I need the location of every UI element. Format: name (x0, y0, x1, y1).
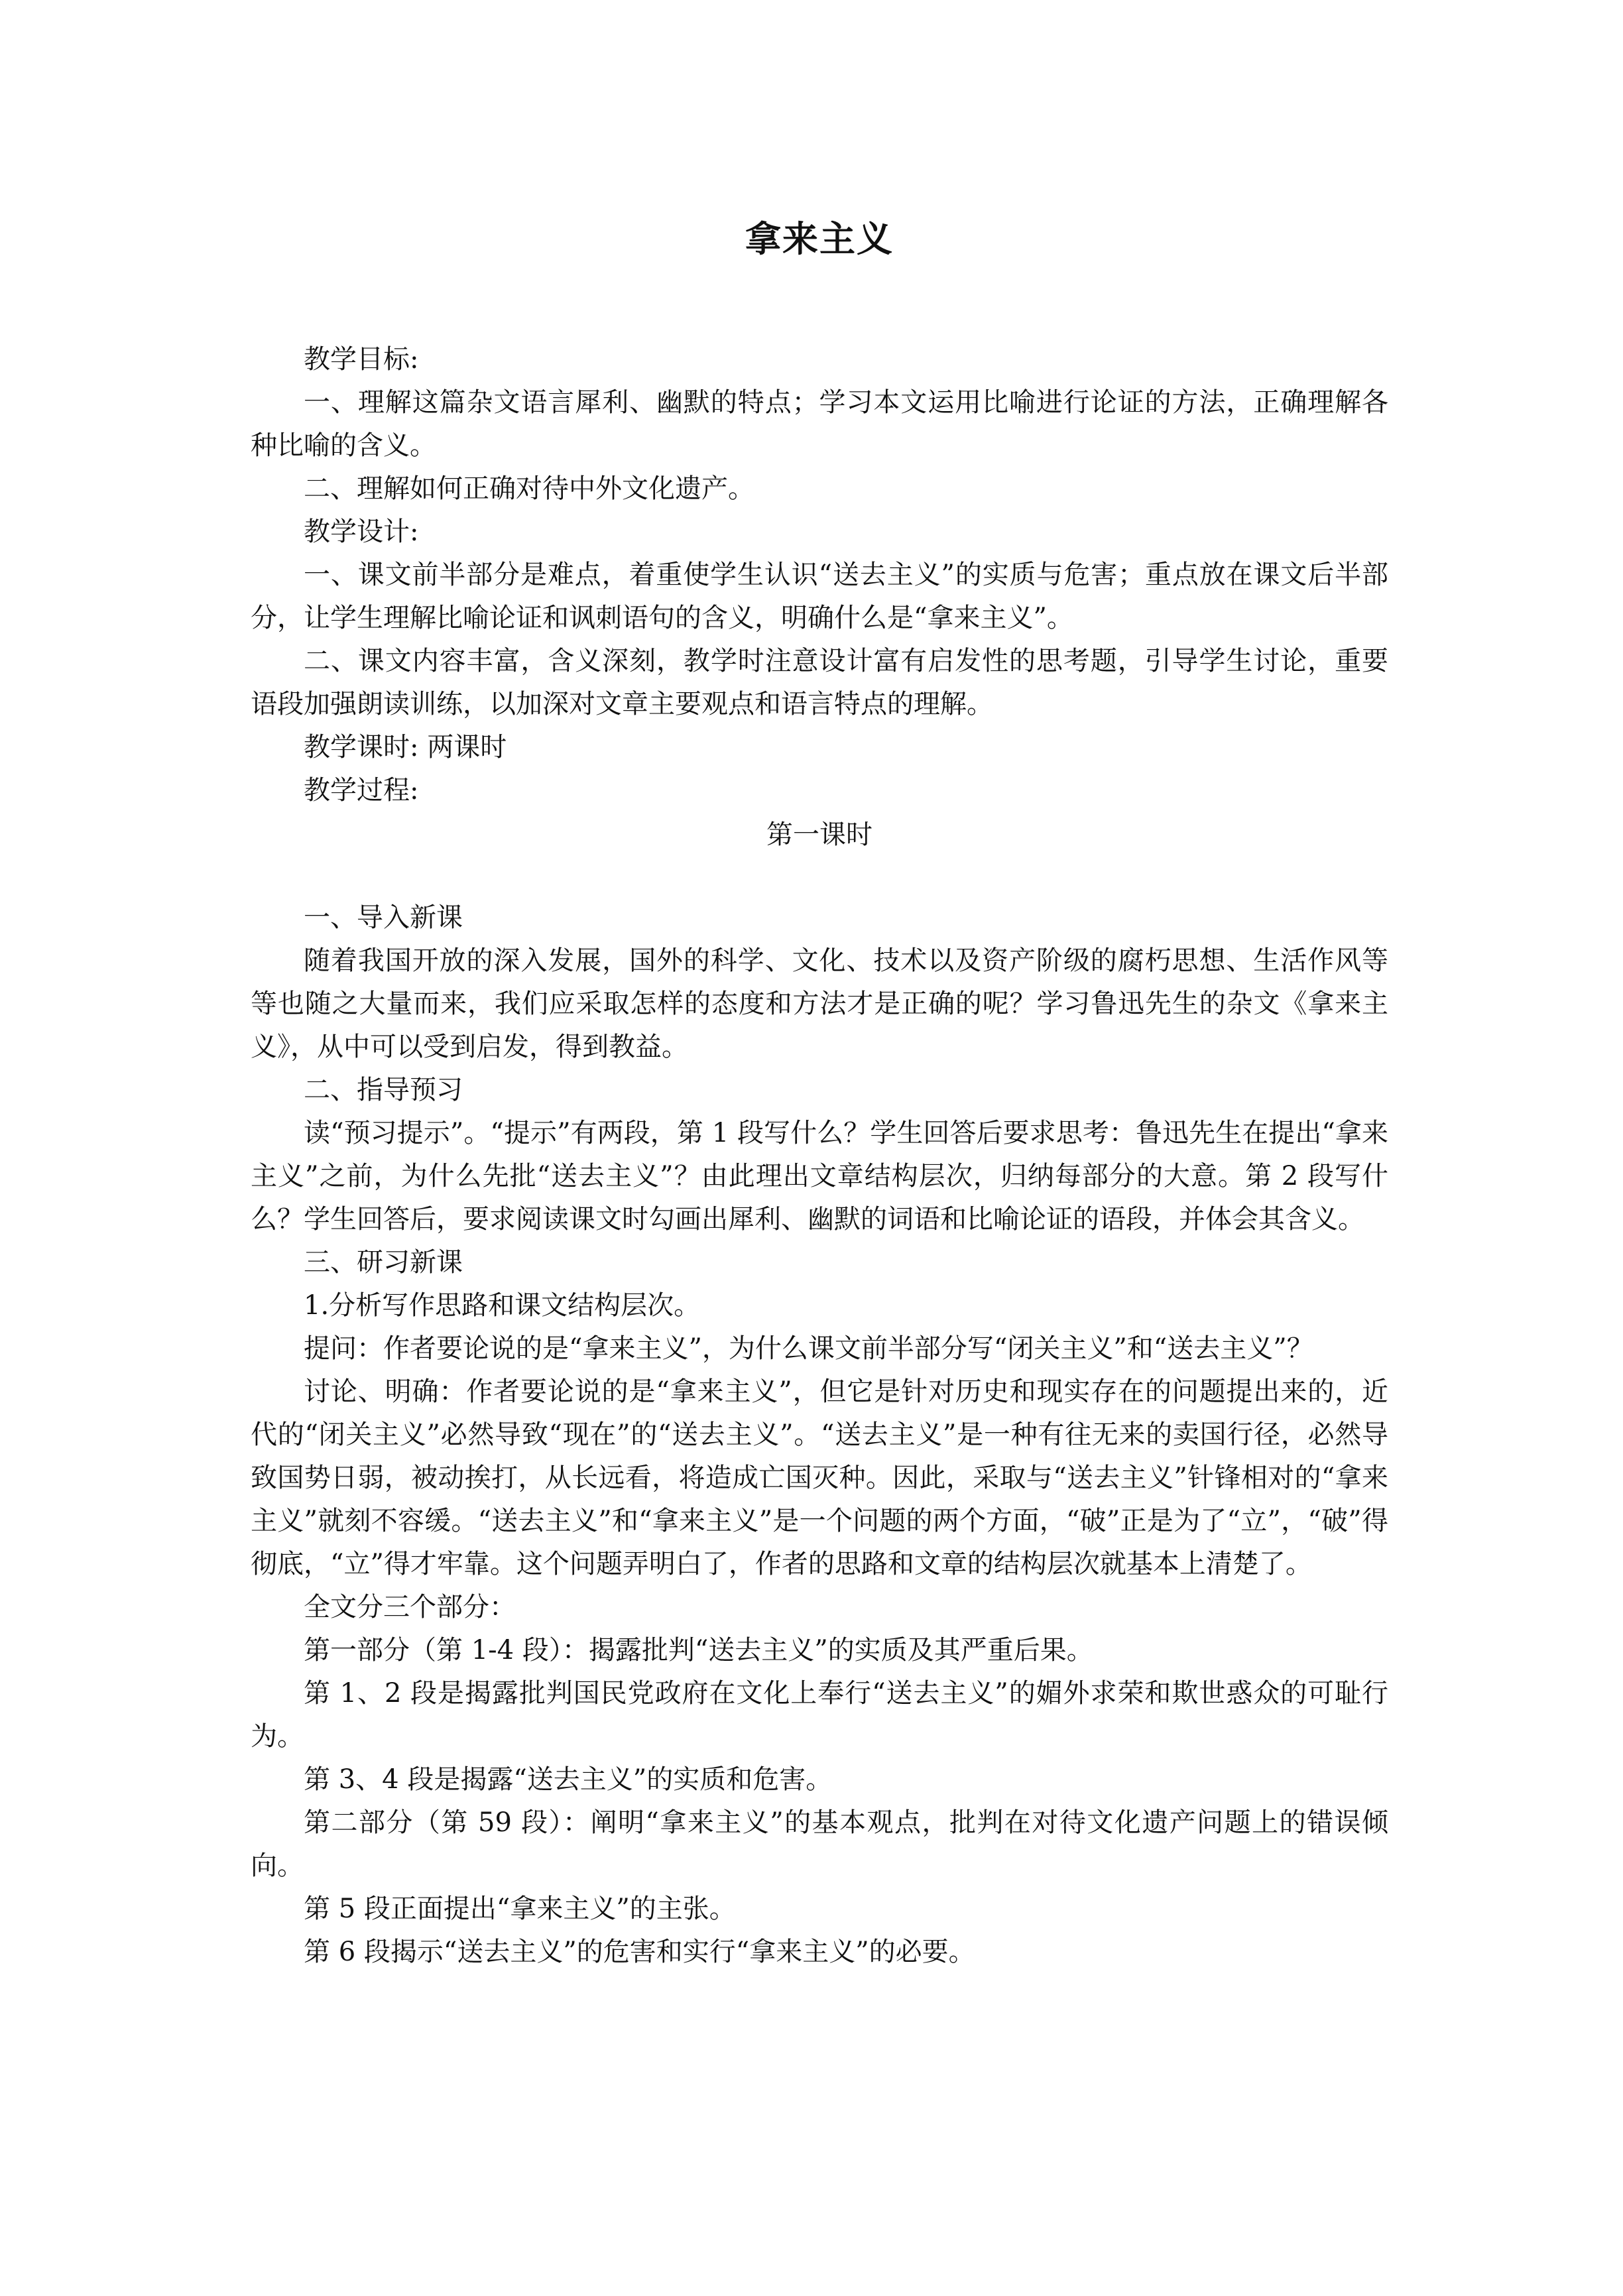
structure-part-1-b: 第 3、4 段是揭露“送去主义”的实质和危害。 (304, 1764, 833, 1795)
heading-teaching-goals: 教学目标: (304, 344, 419, 375)
design-2: 二、课文内容丰富，含义深刻，教学时注意设计富有启发性的思考题，引导学生讨论，重要语段加强朗读训练，以加深对文章主要观点和语言特点的理解。 (251, 646, 1388, 719)
heading-introduction: 一、导入新课 (304, 902, 463, 933)
structure-intro: 全文分三个部分： (304, 1592, 516, 1622)
preview-text: 读“预习提示”。“提示”有两段，第 1 段写什么？学生回答后要求思考：鲁迅先生在提出“拿来主义”之前，为什么先批“送去主义”？由此理出文章结构层次，归纳每部分的大意。第 2 段写什么？学生回答后，要求阅读课文时勾画出犀利、幽默的词语和比喻论证的语段，并体会其含义。 (251, 1118, 1388, 1235)
structure-part-1-a: 第 1、2 段是揭露批判国民党政府在文化上奉行“送去主义”的媚外求荣和欺世惑众的可耻行为。 (251, 1678, 1388, 1752)
heading-study: 三、研习新课 (304, 1247, 463, 1278)
study-question: 提问：作者要论说的是“拿来主义”，为什么课文前半部分写“闭关主义”和“送去主义”？ (304, 1333, 1313, 1364)
goal-1: 一、理解这篇杂文语言犀利、幽默的特点；学习本文运用比喻进行论证的方法，正确理解各种比喻的含义。 (251, 387, 1388, 461)
heading-preview: 二、指导预习 (304, 1075, 463, 1105)
structure-part-2-b: 第 6 段揭示“送去主义”的危害和实行“拿来主义”的必要。 (304, 1937, 975, 1967)
heading-teaching-design: 教学设计: (304, 516, 419, 547)
structure-part-1: 第一部分（第 1-4 段）：揭露批判“送去主义”的实质及其严重后果。 (304, 1635, 1093, 1665)
study-step-1: 1.分析写作思路和课文结构层次。 (304, 1290, 701, 1321)
heading-teaching-process: 教学过程: (304, 775, 419, 806)
design-1: 一、课文前半部分是难点，着重使学生认识“送去主义”的实质与危害；重点放在课文后半部分，让学生理解比喻论证和讽刺语句的含义，明确什么是“拿来主义”。 (251, 560, 1388, 633)
structure-part-2-a: 第 5 段正面提出“拿来主义”的主张。 (304, 1894, 736, 1924)
document-title: 拿来主义 (745, 217, 894, 260)
introduction-text: 随着我国开放的深入发展，国外的科学、文化、技术以及资产阶级的腐朽思想、生活作风等等也随之大量而来，我们应采取怎样的态度和方法才是正确的呢？学习鲁迅先生的杂文《拿来主义》，从中可以受到启发，得到教益。 (251, 945, 1388, 1062)
lesson-hours: 教学课时: 两课时 (304, 732, 507, 762)
section-first-lesson: 第一课时 (766, 819, 872, 850)
document-page (251, 212, 1388, 1974)
structure-part-2: 第二部分（第 59 段）：阐明“拿来主义”的基本观点，批判在对待文化遗产问题上的错误倾向。 (251, 1807, 1388, 1881)
study-discussion: 讨论、明确：作者要论说的是“拿来主义”，但它是针对历史和现实存在的问题提出来的，近代的“闭关主义”必然导致“现在”的“送去主义”。“送去主义”是一种有往无来的卖国行径，必然导致国势日弱，被动挨打，从长远看，将造成亡国灭种。因此，采取与“送去主义”针锋相对的“拿来主义”就刻不容缓。“送去主义”和“拿来主义”是一个问题的两个方面，“破”正是为了“立”，“破”得彻底，“立”得才牢靠。这个问题弄明白了，作者的思路和文章的结构层次就基本上清楚了。 (251, 1376, 1388, 1579)
goal-2: 二、理解如何正确对待中外文化遗产。 (304, 473, 754, 504)
